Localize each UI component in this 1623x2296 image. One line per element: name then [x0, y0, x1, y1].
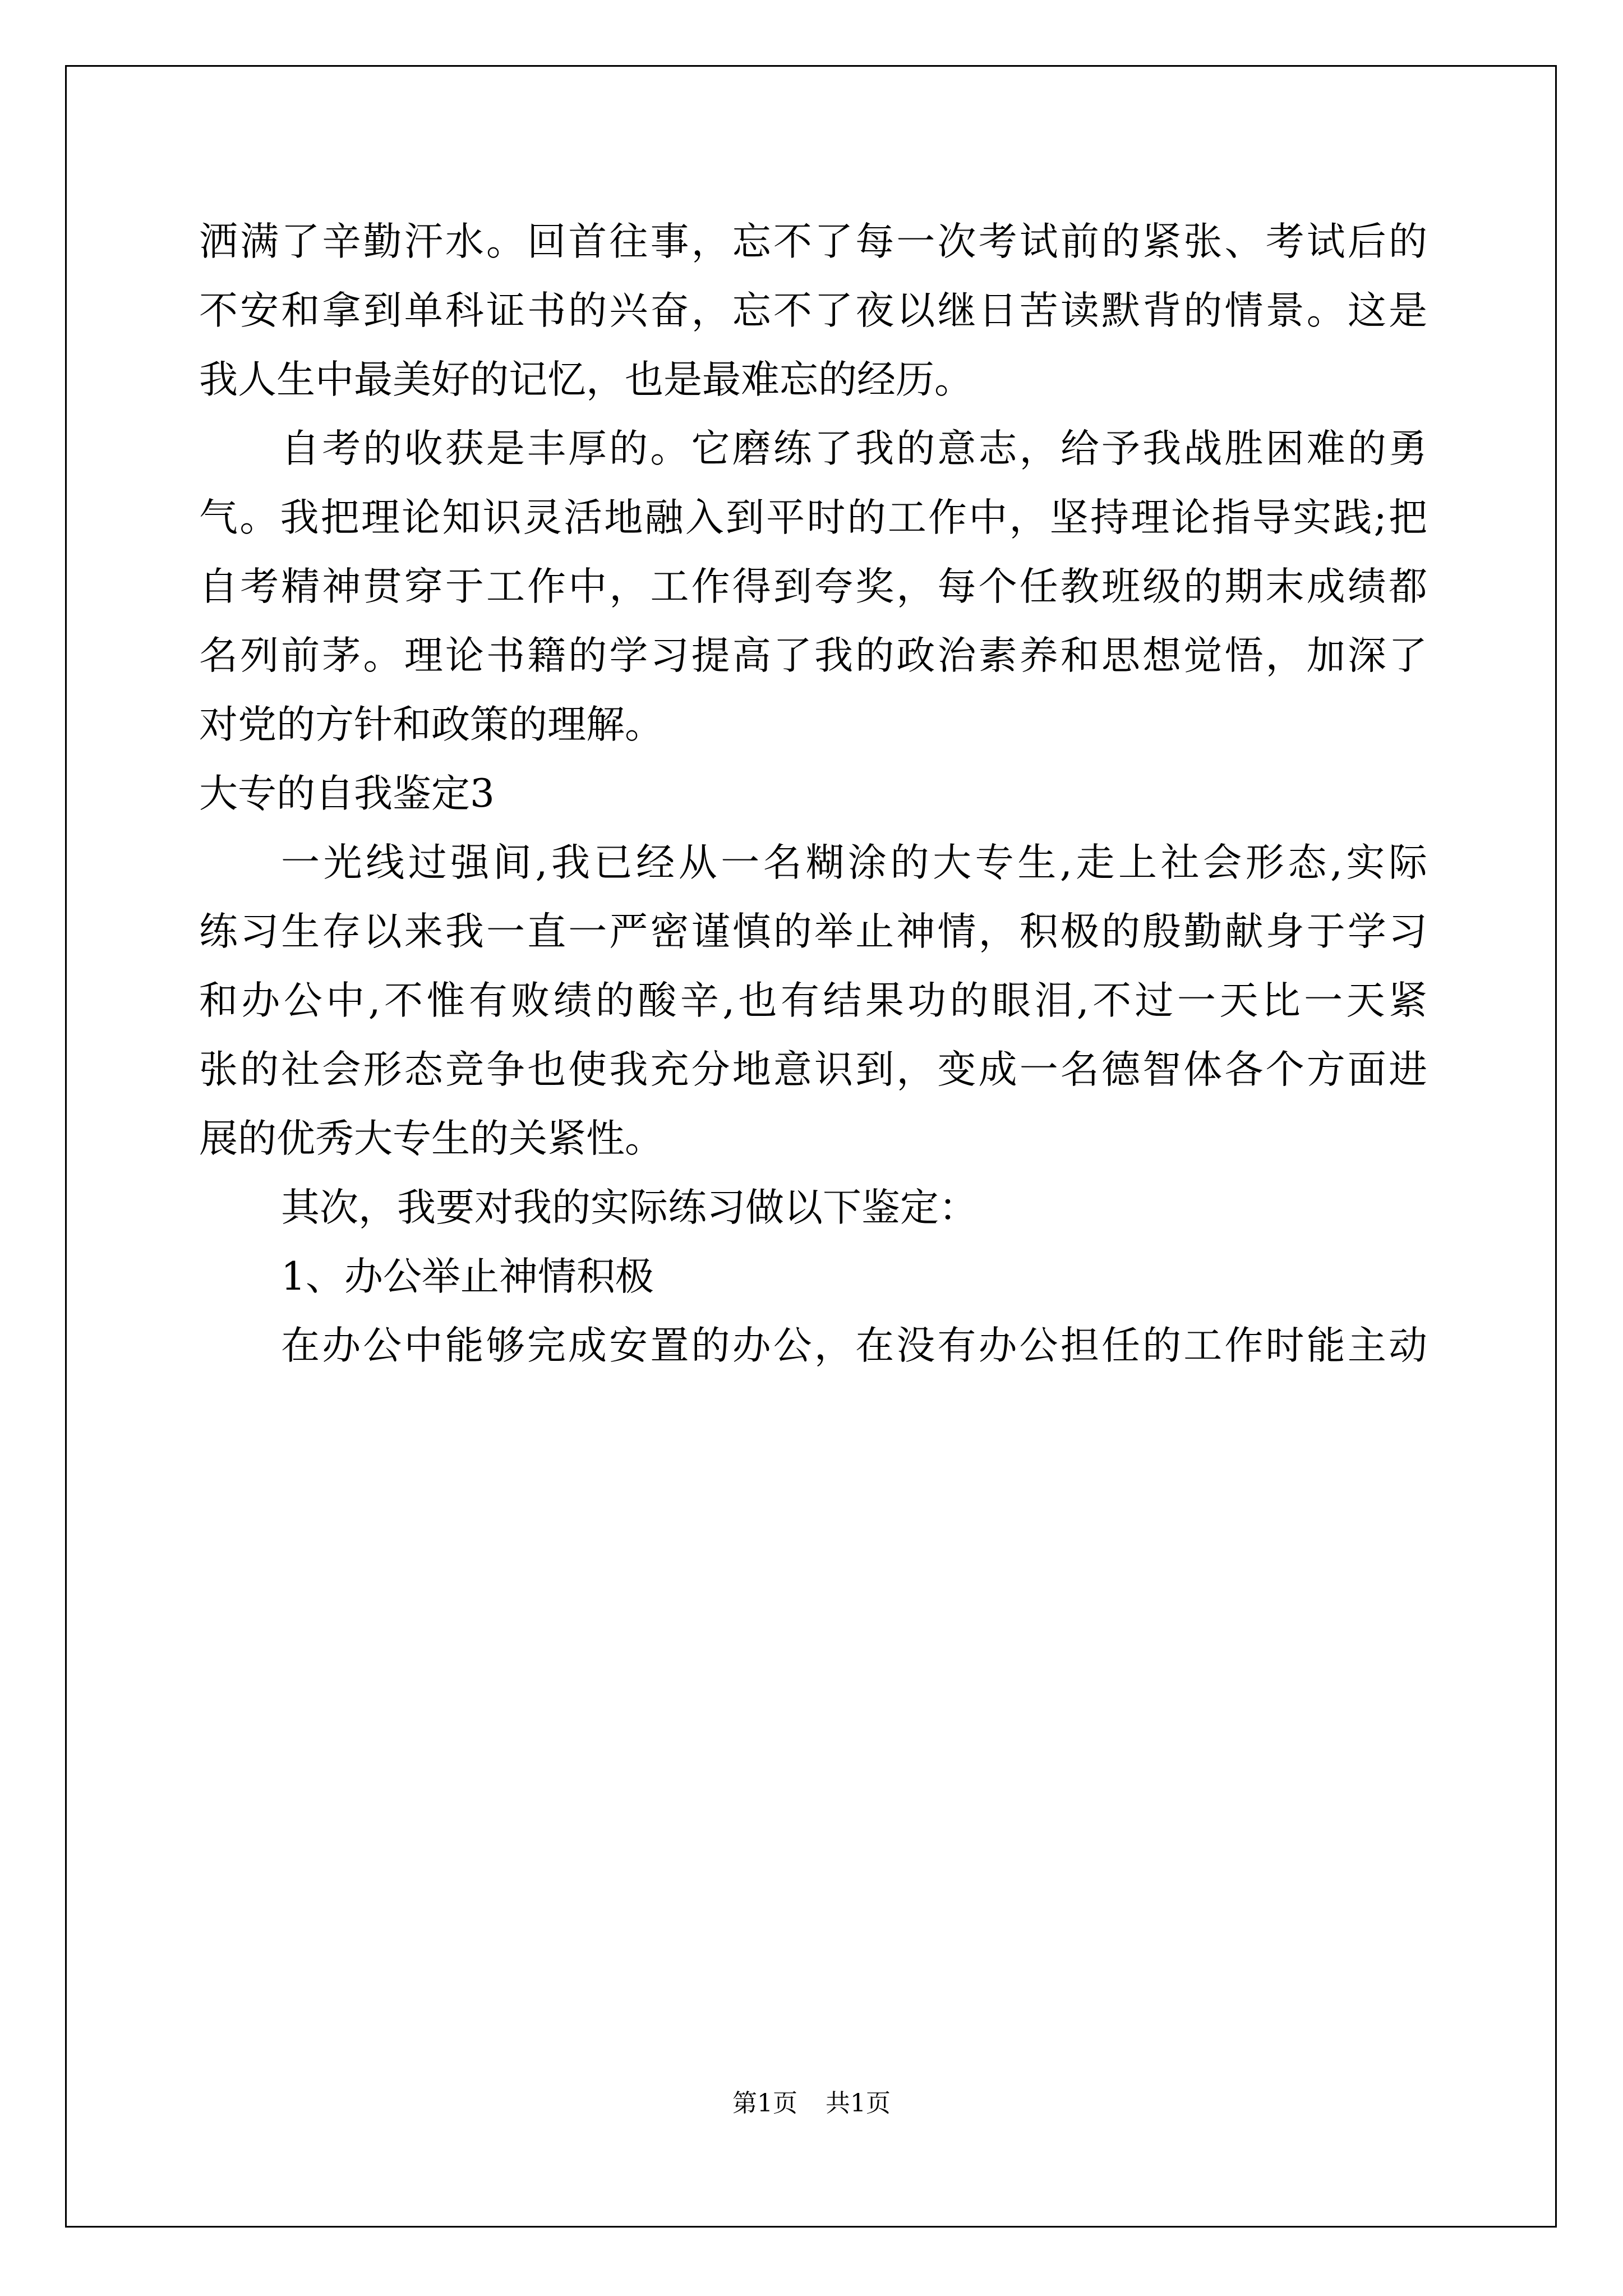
text-line: 不安和拿到单科证书的兴奋，忘不了夜以继日苦读默背的情景。这是	[199, 288, 1427, 333]
list-item-heading: 1、办公举止神情积极	[281, 1254, 654, 1299]
document-body	[199, 208, 1427, 1381]
text-line: 我人生中最美好的记忆，也是最难忘的经历。	[199, 357, 973, 402]
page-number-current: 第1页	[732, 2089, 797, 2118]
text-line: 展的优秀大专生的关紧性。	[199, 1116, 663, 1161]
text-line: 对党的方针和政策的理解。	[199, 702, 663, 747]
text-line: 自考的收获是丰厚的。它磨练了我的意志，给予我战胜困难的勇	[281, 426, 1427, 471]
text-line: 名列前茅。理论书籍的学习提高了我的政治素养和思想觉悟，加深了	[199, 633, 1427, 678]
text-line: 张的社会形态竞争也使我充分地意识到，变成一名德智体各个方面进	[199, 1047, 1427, 1092]
text-line: 在办公中能够完成安置的办公，在没有办公担任的工作时能主动	[281, 1323, 1427, 1368]
text-line: 洒满了辛勤汗水。回首往事，忘不了每一次考试前的紧张、考试后的	[199, 219, 1427, 264]
text-line: 自考精神贯穿于工作中，工作得到夸奖，每个任教班级的期末成绩都	[199, 564, 1427, 609]
section-heading: 大专的自我鉴定3	[199, 771, 495, 816]
text-line: 一光线过强间,我已经从一名糊涂的大专生,走上社会形态,实际	[281, 840, 1427, 885]
page-number-total: 共1页	[826, 2089, 891, 2118]
text-line: 其次，我要对我的实际练习做以下鉴定：	[281, 1185, 978, 1230]
text-line: 和办公中,不惟有败绩的酸辛,也有结果功的眼泪,不过一天比一天紧	[199, 978, 1427, 1023]
text-line: 气。我把理论知识灵活地融入到平时的工作中，坚持理论指导实践;把	[199, 495, 1427, 540]
page-footer	[0, 2087, 1623, 2120]
text-line: 练习生存以来我一直一严密谨慎的举止神情，积极的殷勤献身于学习	[199, 909, 1427, 954]
